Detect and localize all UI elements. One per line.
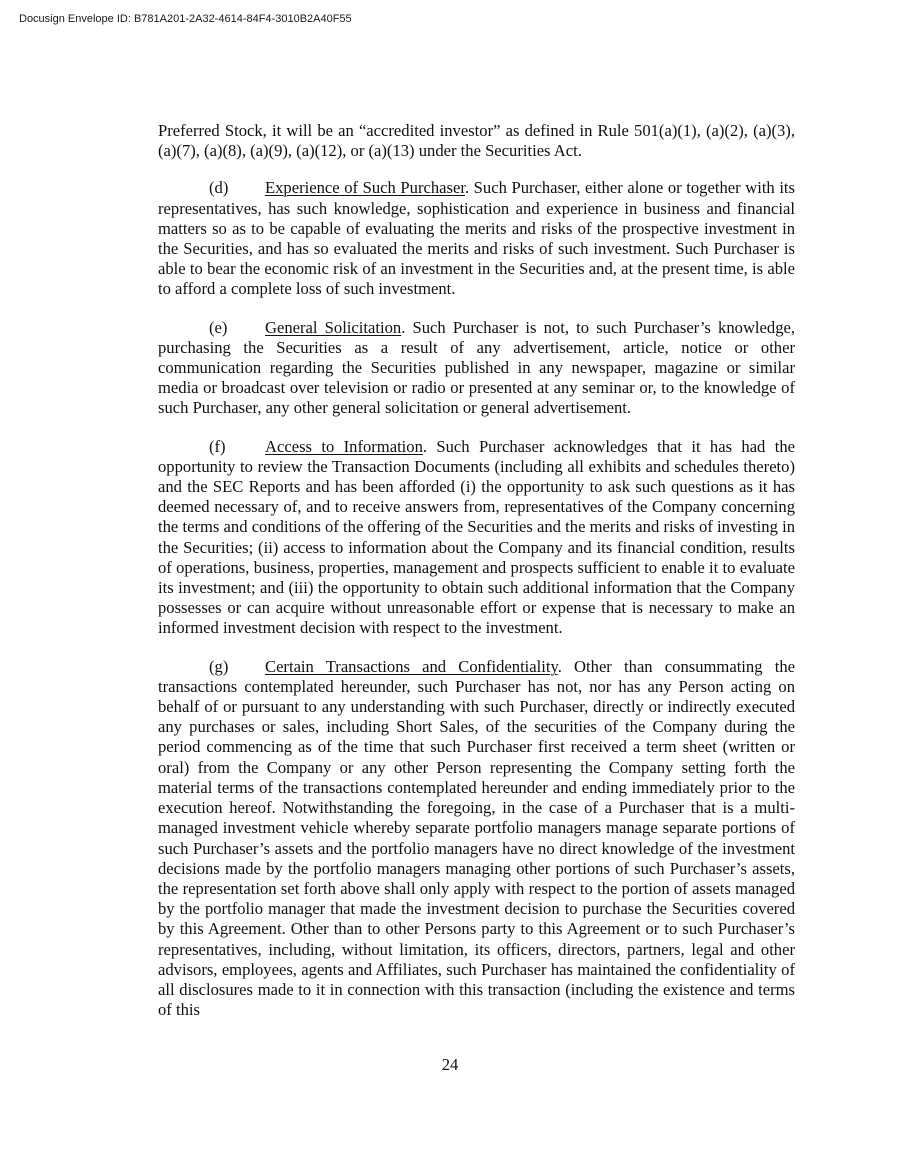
section-g-heading: Certain Transactions and Confidentiality [265,656,558,676]
section-f-body: . Such Purchaser acknowledges that it has had the opportunity to review the Transaction Documents (including all exhibits and schedules thereto) and the SEC Reports and has been afforded (i) the opportunity to ask such questions as it has deemed necessary of, and to receive answers from, representatives of the Company concerning the terms and conditions of the offering of the Securities and the merits and risks of investing in the Securities; (ii) access to information about the Company and its financial condition, results of operations, business, properties, management and prospects sufficient to enable it to evaluate its investment; and (iii) the opportunity to obtain such additional information that the Company possesses or can acquire without unreasonable effort or expense that is necessary to make an informed investment decision with respect to the investment. [158,436,795,638]
section-d-paragraph [158,178,795,299]
section-f-heading: Access to Information [265,436,423,456]
intro-paragraph: Preferred Stock, it will be an “accredited investor” as defined in Rule 501(a)(1), (a)(2), (a)(3), (a)(7), (a)(8), (a)(9), (a)(12), or (a)(13) under the Securities Act. [158,121,795,161]
section-e-letter: (e) [209,317,228,337]
section-d-heading: Experience of Such Purchaser [265,178,465,198]
section-g-letter: (g) [209,656,229,676]
section-e-paragraph [158,318,795,419]
section-d-body: . Such Purchaser, either alone or together with its representatives, has such knowledge, sophistication and experience in business and financial matters so as to be capable of evaluating the merits and risks of the prospective investment in the Securities, and has so evaluated the merits and risks of such investment. Such Purchaser is able to bear the economic risk of an investment in the Securities and, at the present time, is able to afford a complete loss of such investment. [158,178,796,299]
section-e-heading: General Solicitation [265,317,402,337]
docusign-envelope-id: Docusign Envelope ID: B781A201-2A32-4614-84F4-3010B2A40F55 [19,13,352,25]
section-g-body: . Other than consummating the transactions contemplated hereunder, such Purchaser has not, nor has any Person acting on behalf of or pursuant to any understanding with such Purchaser, directly or indirectly executed any purchases or sales, including Short Sales, of the securities of the Company during the period commencing as of the time that such Purchaser first received a term sheet (written or oral) from the Company or any other Person representing the Company setting forth the material terms of the transactions contemplated hereunder and ending immediately prior to the execution hereof. Notwithstanding the foregoing, in the case of a Purchaser that is a multi-managed investment vehicle whereby separate portfolio managers manage separate portions of such Purchaser’s assets and the portfolio managers have no direct knowledge of the investment decisions made by the portfolio managers managing other portions of such Purchaser’s assets, the representation set forth above shall only apply with respect to the portion of assets managed by the portfolio manager that made the investment decision to purchase the Securities covered by this Agreement. Other than to other Persons party to this Agreement or to such Purchaser’s representatives, including, without limitation, its officers, directors, partners, legal and other advisors, employees, agents and Affiliates, such Purchaser has maintained the confidentiality of all disclosures made to it in connection with this transaction (including the existence and terms of this [158,656,795,1020]
section-f-letter: (f) [209,436,226,456]
section-g-paragraph [158,657,795,1021]
page-number: 24 [441,1055,459,1074]
section-e-body: . Such Purchaser is not, to such Purchaser’s knowledge, purchasing the Securities as a result of any advertisement, article, notice or other communication regarding the Securities published in any newspaper, magazine or similar media or broadcast over television or radio or presented at any seminar or, to the knowledge of such Purchaser, any other general solicitation or general advertisement. [158,317,796,418]
section-f-paragraph [158,437,795,639]
document-body [158,121,795,1038]
section-d-letter: (d) [209,178,229,198]
